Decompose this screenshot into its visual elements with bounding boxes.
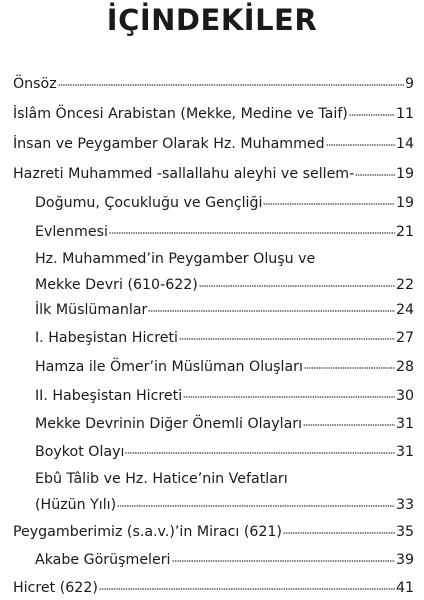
toc-subentry[interactable]: [35, 301, 414, 319]
dot-leader: [179, 337, 395, 341]
toc-entry-page: 27: [395, 330, 414, 346]
toc-entry-page: 35: [395, 524, 414, 540]
toc-entry-page: 31: [395, 444, 414, 460]
dot-leader: [283, 531, 395, 535]
dot-leader: [99, 587, 395, 591]
toc-entry[interactable]: [13, 135, 414, 153]
toc-entry-title: İslâm Öncesi Arabistan (Mekke, Medine ve Taif): [13, 106, 348, 122]
toc-subentry[interactable]: [35, 387, 414, 405]
toc-entry-title: II. Habeşistan Hicreti: [35, 388, 183, 404]
toc-entry-title: İlk Müslümanlar: [35, 302, 148, 318]
toc-entry-title-line1: Ebû Tâlib ve Hz. Hatice’nin Vefatları: [35, 471, 288, 487]
toc-entry-title: Peygamberimiz (s.a.v.)’in Miracı (621): [13, 524, 282, 540]
toc-subentry[interactable]: [35, 358, 414, 376]
dot-leader: [199, 284, 395, 288]
dot-leader: [117, 504, 395, 508]
toc-entry-page: 41: [395, 580, 414, 596]
page-title: İÇİNDEKİLER: [106, 3, 318, 37]
toc-entry[interactable]: [13, 523, 414, 541]
toc-entry-title: Önsöz: [13, 76, 57, 92]
toc-subentry[interactable]: [35, 329, 414, 347]
toc-subentry[interactable]: [35, 470, 414, 514]
toc-entry-page: 19: [395, 166, 414, 182]
toc-entry-title: Hamza ile Ömer’in Müslüman Oluşları: [35, 359, 303, 375]
toc-subentry[interactable]: [35, 194, 414, 212]
dot-leader: [263, 202, 394, 206]
toc-entry-page: 30: [395, 388, 414, 404]
toc-entry-page: 9: [404, 76, 414, 92]
toc-subentry[interactable]: [35, 223, 414, 241]
toc-subentry[interactable]: [35, 250, 414, 294]
toc-entry-page: 33: [395, 497, 414, 513]
toc-entry-title: Mekke Devri (610-622): [35, 277, 198, 293]
toc-entry-page: 21: [395, 224, 414, 240]
dot-leader: [326, 143, 395, 147]
dot-leader: [303, 423, 395, 427]
toc-entry-title: Mekke Devrinin Diğer Önemli Olayları: [35, 416, 303, 432]
dot-leader: [183, 395, 395, 399]
toc-entry-title: (Hüzün Yılı): [35, 497, 117, 513]
dot-leader: [109, 231, 395, 235]
toc-subentry[interactable]: [35, 443, 414, 461]
toc-entry-title: İnsan ve Peygamber Olarak Hz. Muhammed: [13, 136, 325, 152]
toc-entry-page: 14: [395, 136, 414, 152]
toc-entry-page: 31: [395, 416, 414, 432]
toc-entry-page: 19: [395, 195, 414, 211]
toc-entry[interactable]: [13, 105, 414, 123]
dot-leader: [58, 83, 404, 87]
toc-entry[interactable]: [13, 579, 414, 597]
toc-entry-title-line1: Hz. Muhammed’in Peygamber Oluşu ve: [35, 251, 316, 267]
toc-entry-page: 39: [395, 552, 414, 568]
toc-entry-page: 28: [395, 359, 414, 375]
toc-entry-title: I. Habeşistan Hicreti: [35, 330, 178, 346]
toc-entry[interactable]: [13, 165, 414, 183]
toc-entry-title: Hazreti Muhammed -sallallahu aleyhi ve sellem-: [13, 166, 355, 182]
toc-entry-title: Akabe Görüşmeleri: [35, 552, 171, 568]
dot-leader: [304, 366, 395, 370]
toc-entry-title: Boykot Olayı: [35, 444, 125, 460]
toc-entry-page: 22: [395, 277, 414, 293]
dot-leader: [148, 309, 395, 313]
toc-subentry[interactable]: [35, 415, 414, 433]
dot-leader: [125, 451, 395, 455]
toc-entry-page: 11: [395, 106, 414, 122]
toc-subentry[interactable]: [35, 551, 414, 569]
toc-entry-title: Doğumu, Çocukluğu ve Gençliği: [35, 195, 263, 211]
dot-leader: [355, 173, 395, 177]
toc-entry[interactable]: [13, 75, 414, 93]
dot-leader: [172, 559, 395, 563]
dot-leader: [349, 113, 395, 117]
toc-entry-page: 24: [395, 302, 414, 318]
toc-entry-title: Hicret (622): [13, 580, 98, 596]
toc-entry-title: Evlenmesi: [35, 224, 108, 240]
